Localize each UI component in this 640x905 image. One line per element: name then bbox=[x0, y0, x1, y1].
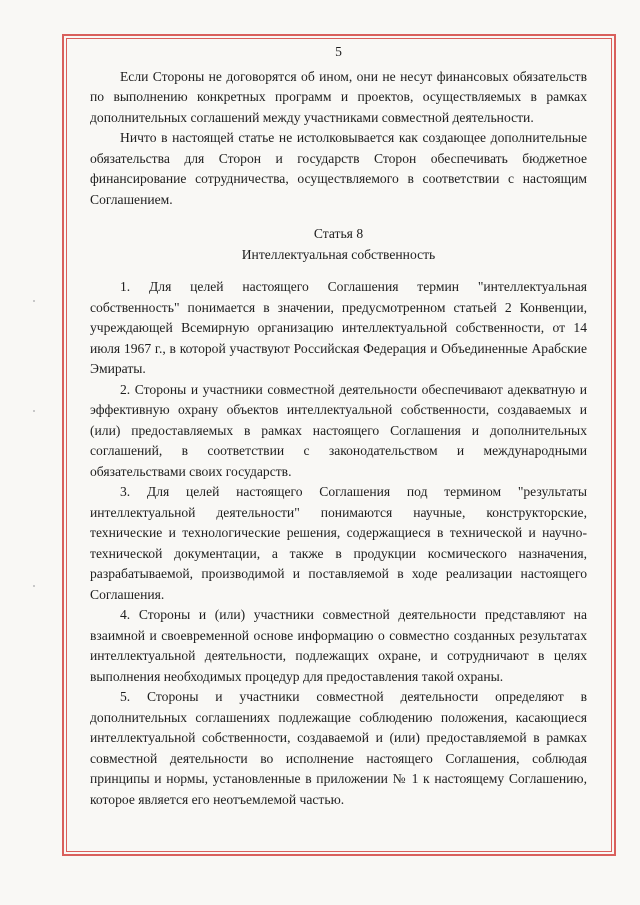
clause-1: 1. Для целей настоящего Соглашения термин "интеллектуальная собственность" понимается в значении, предусмотренном статьей 2 Конвенции, учреждающей Всемирную организацию интеллектуальной собственности, от 14 июля 1967 г., в которой участвуют Российская Федерация и Объединенные Арабские Эмираты. bbox=[90, 279, 587, 376]
paragraph: Ничто в настоящей статье не истолковывается как создающее дополнительные обязательства для Сторон и государств Сторон обеспечивать бюджетное финансирование сотрудничества, осуществляемого в соответствии с настоящим Соглашением. bbox=[90, 130, 587, 207]
article-title: Интеллектуальная собственность bbox=[241, 246, 436, 262]
document-body bbox=[90, 42, 587, 810]
article-number: Статья 8 bbox=[313, 226, 364, 241]
clause-5: 5. Стороны и участники совместной деятельности определяют в дополнительных соглашениях подлежащие соблюдению положения, касающиеся интеллектуальной собственности, создаваемой и (или) предоставляемой в рамках совместной деятельности во исполнение настоящего Соглашения, соблюдая принципы и нормы, установленные в приложении № 1 к настоящему Соглашению, которое является его неотъемлемой частью. bbox=[90, 689, 587, 807]
clause-3: 3. Для целей настоящего Соглашения под термином "результаты интеллектуальной деятельности" понимаются научные, конструкторские, технические и технологические решения, содержащиеся в технической и научно-технической документации, а также в продукции космического назначения, разрабатываемой, производимой и поставляемой в ходе реализации настоящего Соглашения. bbox=[90, 484, 587, 602]
paragraph: Если Стороны не договорятся об ином, они не несут финансовых обязательств по выполнению конкретных программ и проектов, осуществляемых в рамках дополнительных соглашений между участниками совместной деятельности. bbox=[90, 68, 587, 125]
clause-4: 4. Стороны и (или) участники совместной деятельности представляют на взаимной и своевременной основе информацию о совместно созданных результатах интеллектуальной деятельности, подлежащих охране, и сотрудничают в целях выполнения необходимых процедур для предоставления такой охраны. bbox=[90, 607, 587, 684]
scan-mark bbox=[33, 300, 35, 302]
scan-mark bbox=[33, 585, 35, 587]
page-number: 5 bbox=[335, 44, 342, 59]
clause-2: 2. Стороны и участники совместной деятельности обеспечивают адекватную и эффективную охрану объектов интеллектуальной собственности, создаваемых и (или) предоставляемых в рамках настоящего Соглашения и дополнительных соглашений, в соответствии с законодательством и международными обязательствами своих государств. bbox=[90, 381, 587, 479]
scan-mark bbox=[33, 410, 35, 412]
